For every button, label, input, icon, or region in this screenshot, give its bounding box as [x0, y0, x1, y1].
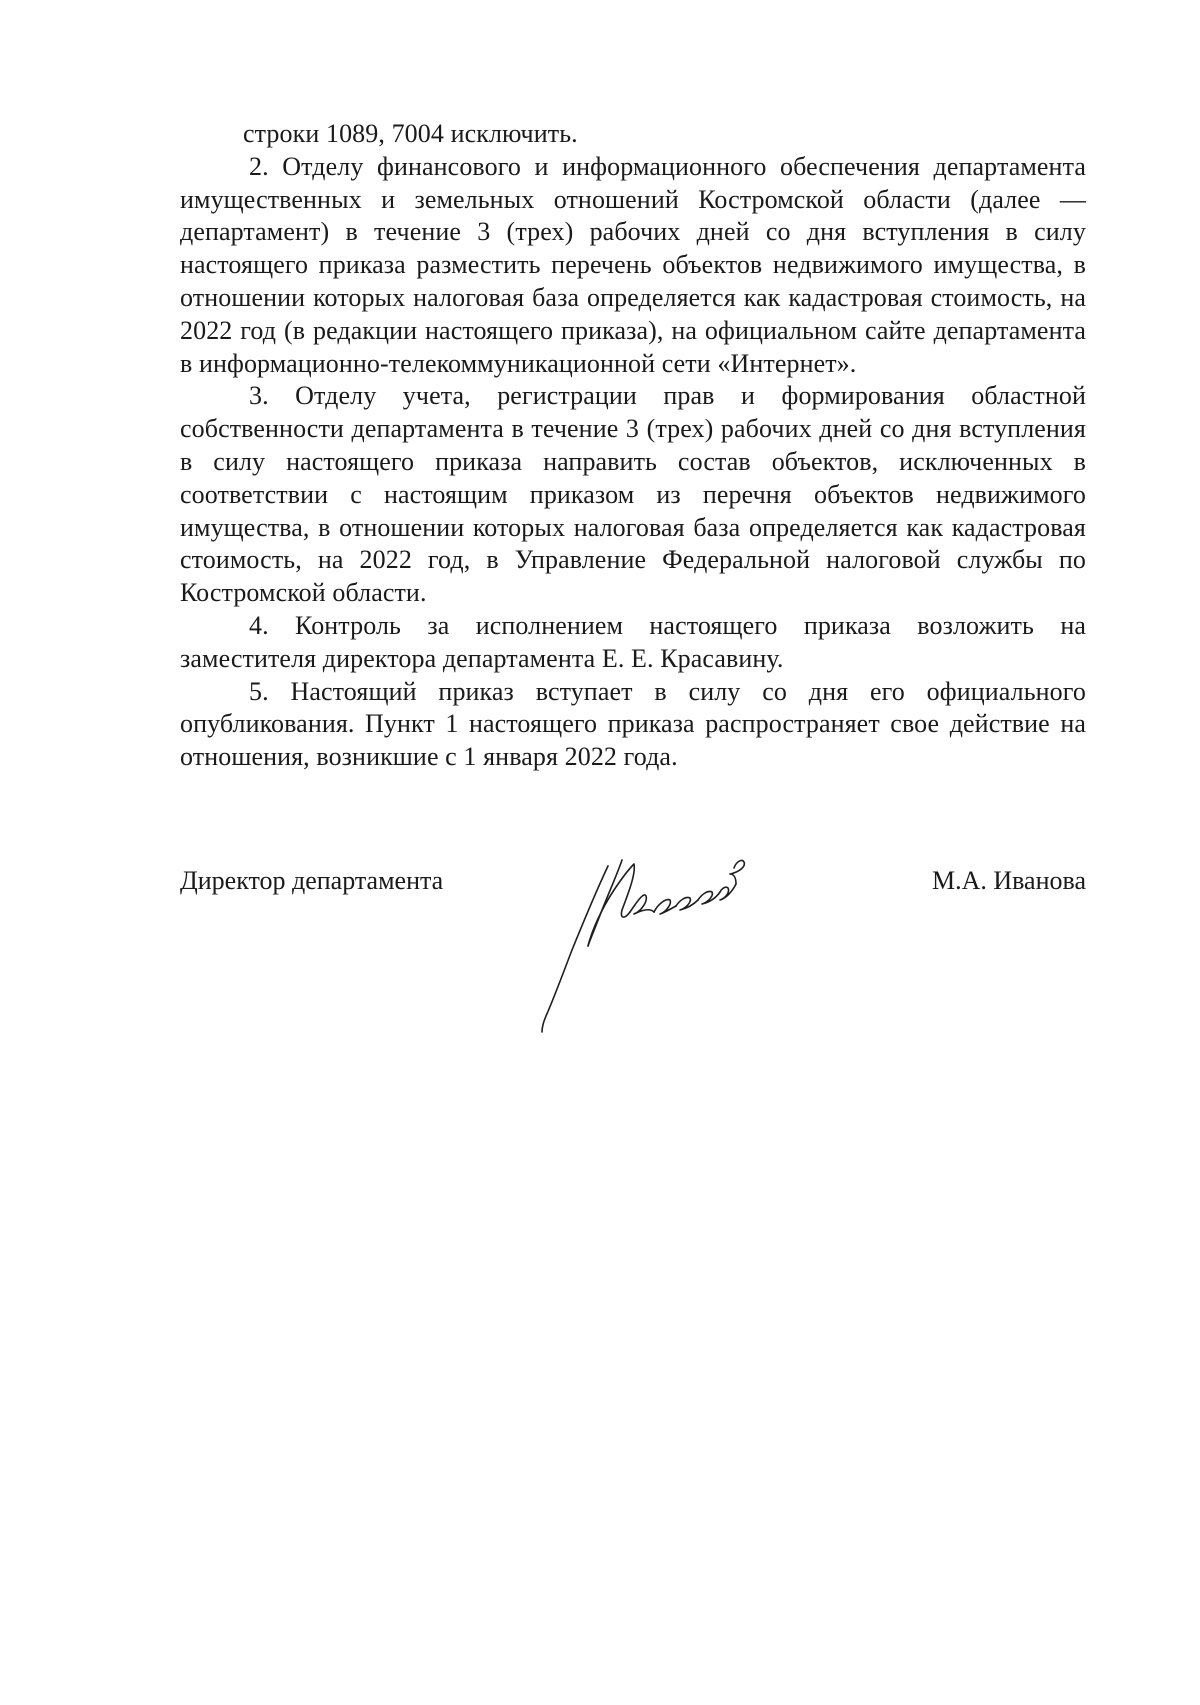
signatory-name: М.А. Иванова	[931, 866, 1086, 895]
paragraph-continuation: строки 1089, 7004 исключить.	[243, 119, 578, 148]
paragraph-item-2: 2. Отделу финансового и информационного обеспечения департамента имущественных и земельных отношений Костромской области (далее — департамент) в течение 3 (трех) рабочих дней со дня вступления в силу настоящего приказа разместить перечень объектов недвижимого имущества, в отношении которых налоговая база определяется как кадастровая стоимость, на 2022 год (в редакции настоящего приказа), на официальном сайте департамента в информационно-телекоммуникационной сети «Интернет».	[180, 151, 1086, 378]
paragraph-item-4: 4. Контроль за исполнением настоящего приказа возложить на заместителя директора департамента Е. Е. Красавину.	[180, 610, 1086, 673]
paragraph-item-3: 3. Отделу учета, регистрации прав и формирования областной собственности департамента в течение 3 (трех) рабочих дней со дня вступления в силу настоящего приказа направить состав объектов, исключенных в соответствии с настоящим приказом из перечня объектов недвижимого имущества, в отношении которых налоговая база определяется как кадастровая стоимость, на 2022 год, в Управление Федеральной налоговой службы по Костромской области.	[180, 381, 1086, 608]
signatory-position: Директор департамента	[180, 866, 444, 895]
handwritten-signature	[530, 838, 780, 1038]
document-body	[180, 118, 1086, 774]
paragraph-item-5: 5. Настоящий приказ вступает в силу со дня его официального опубликования. Пункт 1 настоящего приказа распространяет свое действие на отношения, возникшие с 1 января 2022 года.	[180, 676, 1086, 772]
